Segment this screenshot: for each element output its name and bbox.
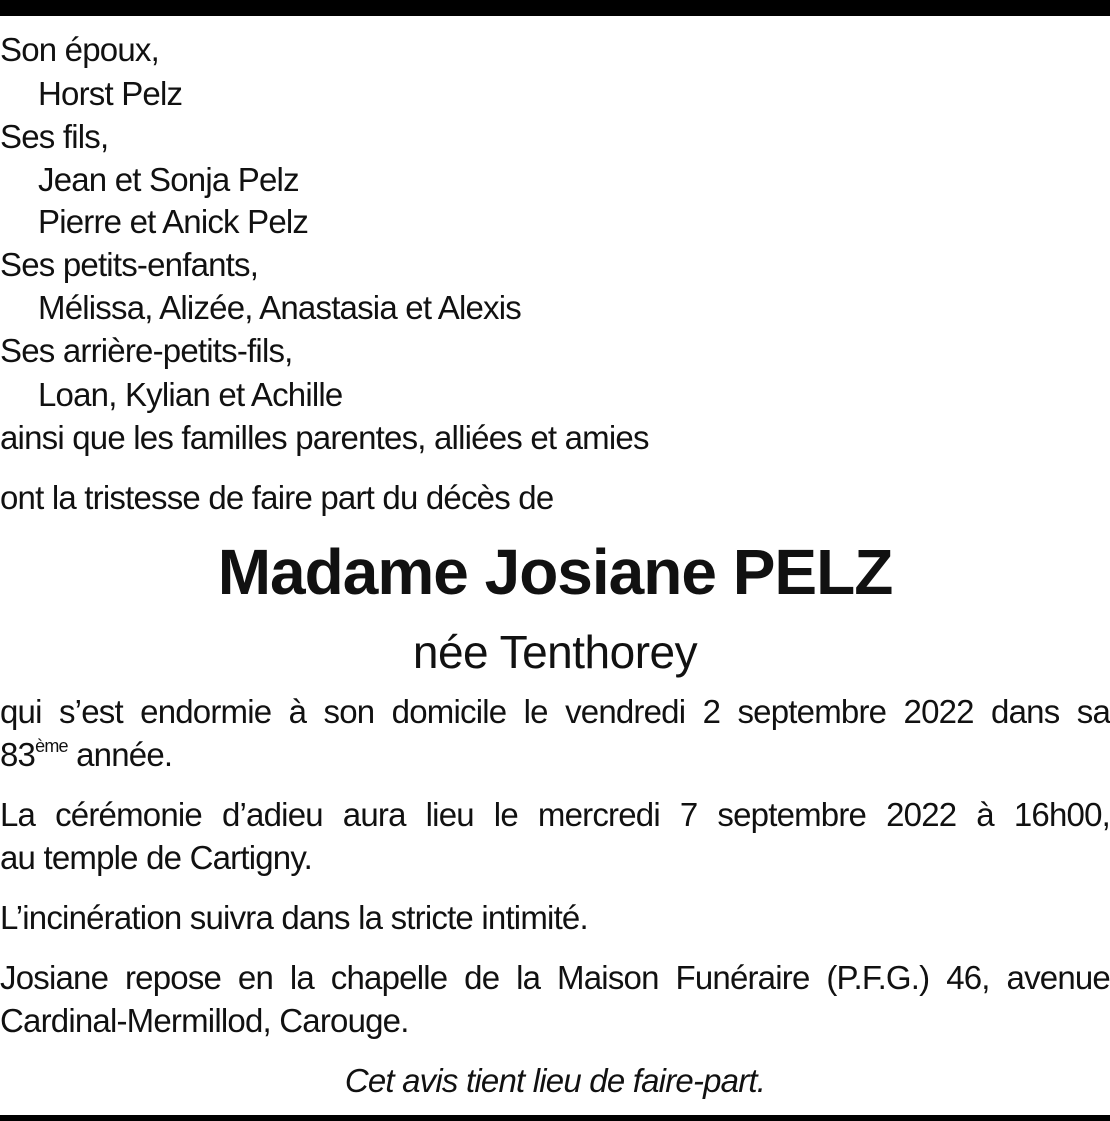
cremation-line: L’incinération suivra dans la stricte intimité. xyxy=(0,899,588,936)
grandchildren-heading: Ses petits-enfants, xyxy=(0,246,259,283)
sons-heading: Ses fils, xyxy=(0,118,109,155)
repose-line-1: Josiane repose en la chapelle de la Maison Funéraire (P.F.G.) 46, avenue xyxy=(0,959,1110,996)
death-line-2 xyxy=(0,735,172,775)
spouse-heading: Son époux, xyxy=(0,31,159,68)
age-word: année. xyxy=(67,736,173,773)
announcement-intro: ont la tristesse de faire part du décès de xyxy=(0,479,554,516)
grandchildren-names: Mélissa, Alizée, Anastasia et Alexis xyxy=(38,289,521,326)
great-grandchildren-heading: Ses arrière-petits-fils, xyxy=(0,332,293,369)
death-line-1: qui s’est endormie à son domicile le vendredi 2 septembre 2022 dans sa xyxy=(0,693,1110,730)
spouse-name: Horst Pelz xyxy=(38,75,183,112)
son-1: Jean et Sonja Pelz xyxy=(38,161,299,198)
top-rule xyxy=(0,0,1110,16)
son-2: Pierre et Anick Pelz xyxy=(38,203,309,240)
bottom-rule xyxy=(0,1115,1110,1121)
great-grandchildren-names: Loan, Kylian et Achille xyxy=(38,376,343,413)
relatives-line: ainsi que les familles parentes, alliées et amies xyxy=(0,419,649,456)
deceased-name: Madame Josiane PELZ xyxy=(217,536,893,608)
ceremony-line-2: au temple de Cartigny. xyxy=(0,839,312,876)
repose-line-2: Cardinal-Mermillod, Carouge. xyxy=(0,1002,409,1039)
maiden-name: née Tenthorey xyxy=(412,626,698,678)
age-suffix: ème xyxy=(35,736,68,756)
closing-line: Cet avis tient lieu de faire-part. xyxy=(344,1062,766,1099)
ceremony-line-1: La cérémonie d’adieu aura lieu le mercredi 7 septembre 2022 à 16h00, xyxy=(0,796,1110,833)
age-number: 83 xyxy=(0,736,36,773)
